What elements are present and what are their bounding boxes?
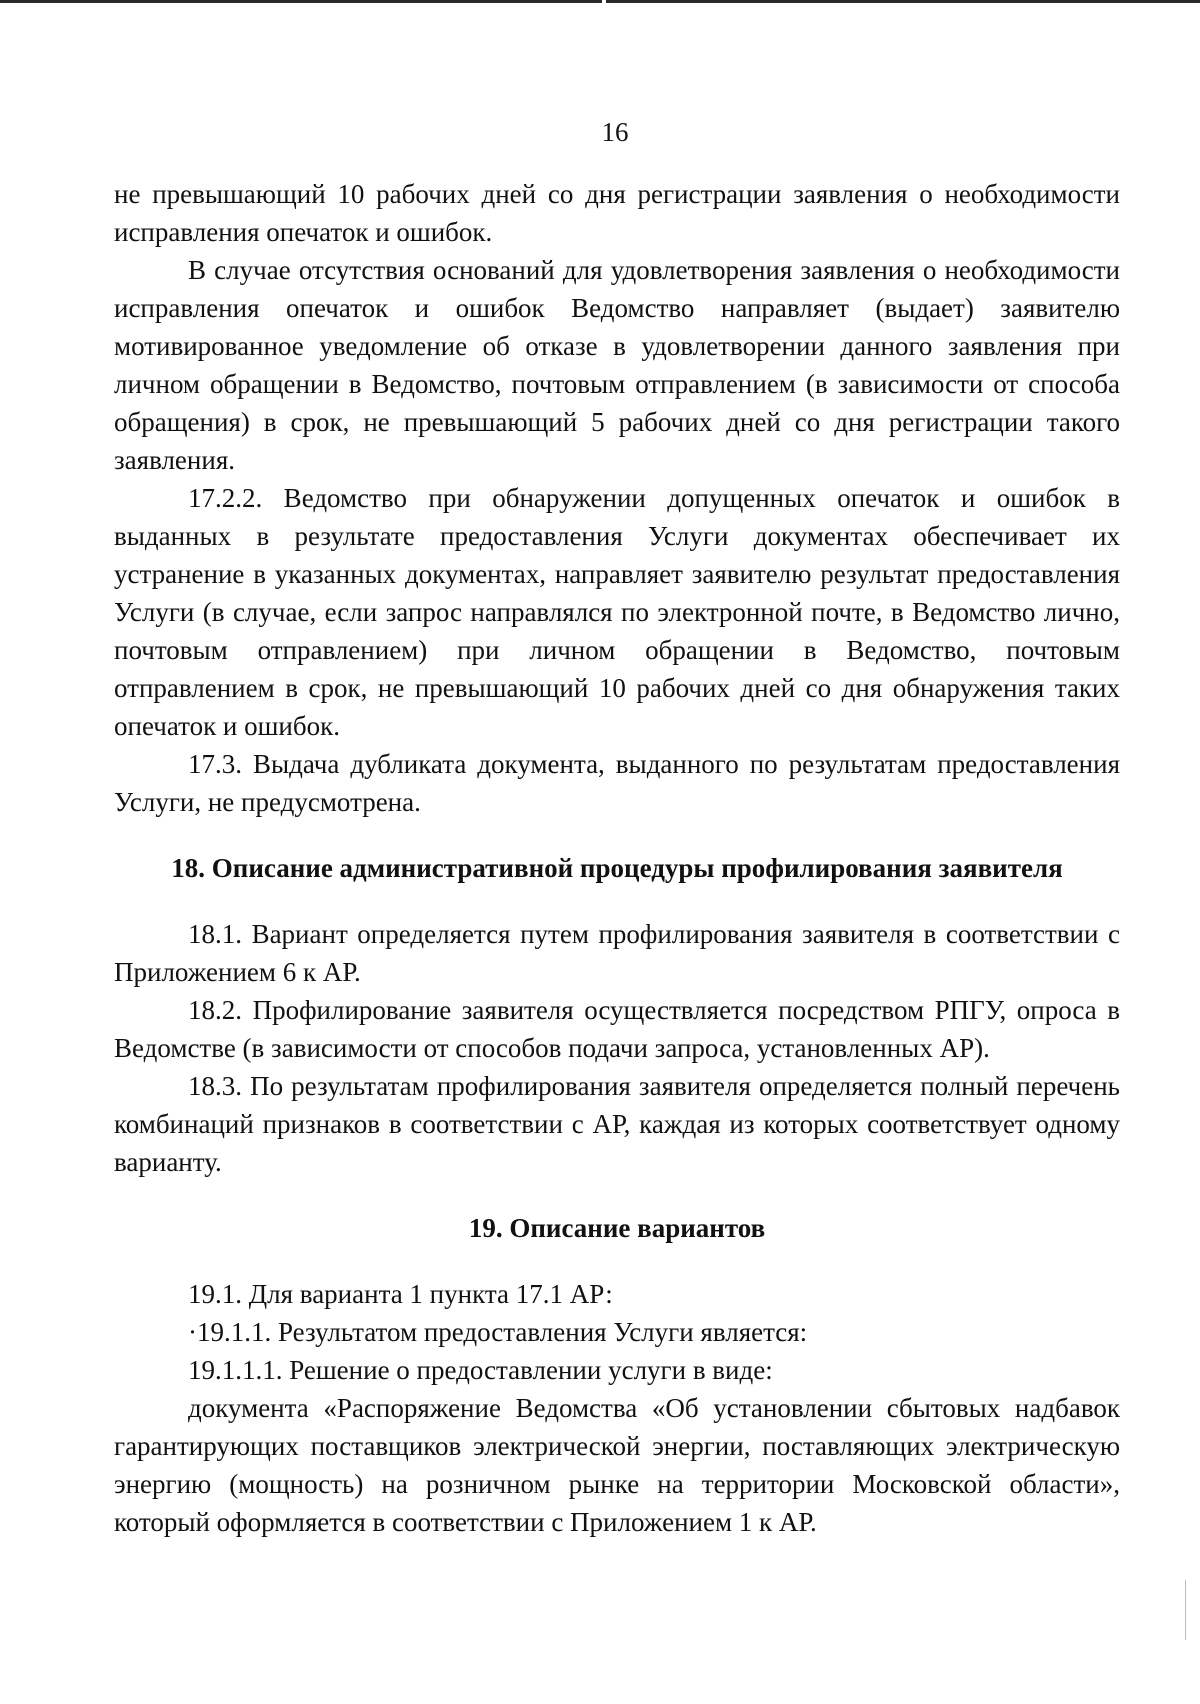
paragraph-refusal-notice: В случае отсутствия оснований для удовлетворения заявления о необходимости исправления опечаток и ошибок Ведомство направляет (выдает) заявителю мотивированное уведомление об отказе в удовлетворении данного заявления при личном обращении в Ведомство, почтовым отправлением (в зависимости от способа обращения) в срок, не превышающий 5 рабочих дней со дня регистрации такого заявления. — [114, 255, 1120, 475]
section-heading-19: 19. Описание вариантов — [468, 1213, 766, 1243]
top-border-gap — [602, 0, 606, 3]
paragraph-18-1: 18.1. Вариант определяется путем профилирования заявителя в соответствии с Приложением 6 к АР. — [114, 919, 1120, 987]
section-heading-18: 18. Описание административной процедуры профилирования заявителя — [171, 853, 1063, 883]
paragraph-18-2: 18.2. Профилирование заявителя осуществляется посредством РПГУ, опроса в Ведомстве (в зависимости от способов подачи запроса, установленных АР). — [114, 995, 1120, 1063]
paragraph-17-2-2: 17.2.2. Ведомство при обнаружении допущенных опечаток и ошибок в выданных в результате предоставления Услуги документах обеспечивает их устранение в указанных документах, направляет заявителю результат предоставления Услуги (в случае, если запрос направлялся по электронной почте, в Ведомство лично, почтовым отправлением) при личном обращении в Ведомство, почтовым отправлением в срок, не превышающий 10 рабочих дней со дня обнаружения таких опечаток и ошибок. — [114, 483, 1120, 741]
section-spacer — [114, 1247, 1120, 1275]
paragraph-19-1-1: ·19.1.1. Результатом предоставления Услуги является: — [188, 1317, 808, 1347]
document-body — [114, 175, 1120, 1541]
paragraph-18-3: 18.3. По результатам профилирования заявителя определяется полный перечень комбинаций признаков в соответствии с АР, каждая из которых соответствует одному варианту. — [114, 1071, 1120, 1177]
page-number: 16 — [601, 117, 629, 147]
paragraph-continuation: не превышающий 10 рабочих дней со дня регистрации заявления о необходимости исправления опечаток и ошибок. — [114, 179, 1120, 247]
paragraph-17-3: 17.3. Выдача дубликата документа, выданного по результатам предоставления Услуги, не предусмотрена. — [114, 749, 1120, 817]
section-spacer — [114, 821, 1120, 849]
section-spacer — [114, 887, 1120, 915]
scan-edge-mark — [1185, 1580, 1186, 1640]
paragraph-19-1-1-1: 19.1.1.1. Решение о предоставлении услуги в виде: — [188, 1355, 773, 1385]
paragraph-19-1: 19.1. Для варианта 1 пункта 17.1 АР: — [188, 1279, 613, 1309]
section-spacer — [114, 1181, 1120, 1209]
top-border-line — [0, 0, 1200, 3]
paragraph-document-order: документа «Распоряжение Ведомства «Об установлении сбытовых надбавок гарантирующих поставщиков электрической энергии, поставляющих электрическую энергию (мощность) на розничном рынке на территории Московской области», который оформляется в соответствии с Приложением 1 к АР. — [114, 1393, 1120, 1537]
